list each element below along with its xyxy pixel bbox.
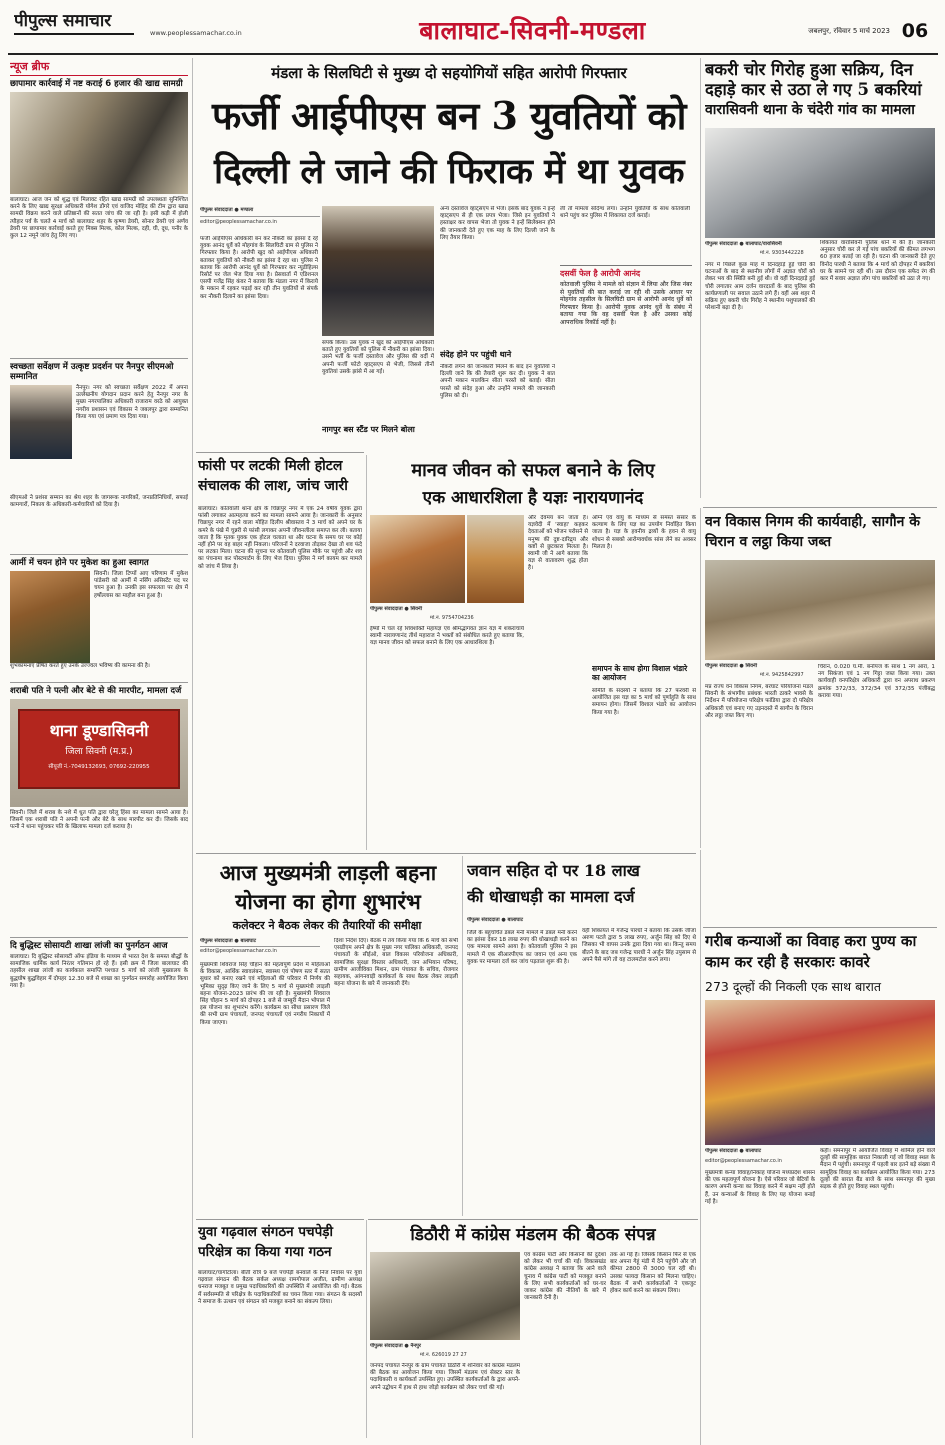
story3-caption: शुभकामनाएं प्रेषित करते हुए उनके उज्ज्वल भविष्य की कामना की है। — [10, 663, 150, 669]
story2-headline[interactable]: स्वच्छता सर्वेक्षण में उत्कृष्ट प्रदर्शन पर नैनपुर सीएमओ सम्मानित — [10, 362, 174, 382]
page-number: 06 — [901, 20, 929, 42]
fraud-headline[interactable] — [467, 858, 697, 914]
lead-col3b: नौकरी लगने की जानकारी मिलने के बाद इन युवतियों ने दिल्ली जाने कि की तैयारी शुरू कर दी। युवक ने बात अपनी मकान मालकिन सीता परस्ते को बताई। सीता परस्ते को संदेह हुआ और उन्होंने मामले की जानकारी पुलिस को दी। — [440, 364, 555, 399]
story3-body: सिवनी। जिला टिप्पों आए परिणाम में मुकेश पांडेसरी को आर्मी में नर्सिंग असिस्टेंट पद पर चयन हुआ है। उनकी इस सफलता पर क्षेत्र में हर्षोल्लास का माहौल बना हुआ है। — [94, 571, 188, 599]
fraud-col2: वही शिकायत में गजेन्द्र पारधी ने बताया कि उसके जीजा अरुण पटले द्वारा 5 लाख रुपए, अर्जुन सिंह को दिए थे जिसका भी वापस उनके द्वारा दिया गया था। किन्तु समय बीतने के बाद जब गजेन्द्र पारधी ने अर्जुन सिंह उपुसाम से अपने पैसे मांगे तो वह टालमटोल करने लगा। — [582, 928, 696, 963]
cm-col1: मुख्यमंत्री शिवराज सिंह चौहान की महत्वपूर्ण प्रदेश में महिलाओं के विकास, आर्थिक स्वावलंबन, स्वास्थ्य एवं पोषण स्तर में सतत सुधार को बनाए रखने एवं महिलाओं की परिवार में निर्णय की भूमिका सुदृढ़ किए जाने के लिए 5 मार्च से मुख्यमंत्री लाड़ली बहना योजना-2023 प्रारंभ की जा रही है। मुख्यमंत्री शिवराज सिंह चौहान 5 मार्च को दोपहर 1 बजे से जम्बूरी मैदान भोपाल में इस योजना का शुभारंभ करेंगे। कार्यक्रम का सीधा प्रसारण जिले की सभी ग्राम पंचायतों, जनपद पंचायतों एवं नगरीय निकायों में किया जाएगा। — [200, 962, 330, 1026]
wedding-photo — [705, 1000, 935, 1145]
lead-kicker[interactable]: मंडला के सिलघिटी से मुख्य दो सहयोगियों सहित आरोपी गिरफ्तार — [271, 64, 627, 82]
cm-headline-line2: योजना का होगा शुभारंभ — [235, 889, 421, 914]
cm-subhead: कलेक्टर ने बैठक लेकर की तैयारियों की समीक्षा — [232, 919, 422, 932]
lead-headline-line2[interactable]: दिल्ली ले जाने की फिराक में था युवक — [214, 151, 684, 192]
goat-headline[interactable]: बकरी चोर गिरोह हुआ सक्रिय, दिन दहाड़े कार से उठा ले गए 5 बकरियां — [705, 60, 922, 99]
congress-col3: तक आ गई है। जिसके किसान फिर से एक बार अपना गेहूं मंडी में देने पहुंचेंगे और जो कीमत 2800 से 3000 चल रही थी। उसका फायदा किसान को मिलना चाहिए। बैठक में सभी कार्यकर्ताओं ने एकजुट होकर कार्य करने का संकल्प लिया। — [610, 1252, 696, 1295]
cm-byline — [200, 938, 320, 958]
yagya-col2b: समिति के सदस्यों ने बताया कि 27 फरवरी से आयोजित इस यज्ञ का 5 मार्च को पूर्णाहुति के साथ समापन होगा। जिसमें विशाल भंडारे का आयोजन किया गया है। — [592, 688, 696, 716]
forest-headline[interactable]: वन विकास निगम की कार्यवाही, सागौन के चिरान व लट्ठा किया जब्त — [705, 514, 921, 550]
marriage-subhead: 273 दूल्हों की निकली एक साथ बारात — [705, 979, 881, 994]
story2-body: नैनपुर। नगर को स्वच्छता सर्वेक्षण 2022 में अपना उल्लेखनीय योगदान प्रदान करने हेतु नैनपुर नगर के मुख्य नगरपालिका अधिकारी राजाराम वरठे को आयुक्त नगरीय प्रशासन एवं विकास ने जबलपुर द्वारा सम्मानित किया गया एवं प्रमाण पत्र दिया गया। — [76, 385, 188, 420]
lead-col2: संपर्क किया। उस युवक ने खुद को आईपीएस अधिकारी बताते हुए युवतियों को पुलिस में नौकरी का झांसा दिया। उसने भर्ती के फर्जी दस्तावेज और पुलिस की वर्दी में अपनी फर्जी फोटो व्हाट्सएप से भेजी, जिससे तीनों युवतियां उसके झांसे में आ गईं। — [322, 340, 434, 375]
masthead-rule — [8, 53, 938, 55]
cm-headline-line1: आज मुख्यमंत्री लाड़ली बहना — [219, 860, 437, 885]
logo-text: पीपुल्स समाचार — [14, 11, 112, 31]
cm-byline-text: पीपुल्स संवाददाता ● बालाघाट — [200, 938, 257, 944]
forest-byline: पीपुल्स संवाददाता ● सिवनी — [705, 663, 757, 669]
lead-byline-text: पीपुल्स संवाददाता ● मण्डला — [200, 207, 254, 213]
lead-sidebox-head: दसवीं फेल है आरोपी आनंद — [560, 269, 641, 278]
lead-col4: ली तो मामला संदिग्ध लगा। उन्होंने युवतियों के साथ कोतवाली थाने पहुंच कर पुलिस में शिकायत दर्ज कराई। — [560, 206, 690, 220]
website-url[interactable]: www.peoplessamachar.co.in — [150, 29, 242, 37]
lead-subhead-2: संदेह होने पर पहुंची थाने — [440, 350, 512, 359]
yagya-byline: पीपुल्स संवाददाता ● सिवनी — [370, 606, 422, 612]
story2-body2: सीएमओ ने प्रशंसा सम्मान का श्रेय शहर के जागरूक नागरिकों, जनप्रतिनिधियों, सफाई कामगारों, निकाय के अधिकारी-कर्मचारियों को दिया है। — [10, 495, 188, 509]
lead-col1: फर्जी आईपीएस अधिकारी बन कर नौकरी का झांसा दे रहे युवक आनंद धुर्वे को मोहगांव के सिलघिटी ग्राम से पुलिस ने गिरफ्तार किया है। आरोपी खुद को आईपीएस अधिकारी बताकर युवतियों को नौकरी का झांसा दे रहा था। पुलिस ने बताया कि आरोपी आनंद धुर्वे को गिरफ्तार कर न्यूडीहिल्स रिसोर्ट पर जेल भेज दिया गया है। प्रेसवार्ता में एडिशनल एसपी गजेंद्र सिंह कंवर ने बताया कि मंडला नगर में किराये के मकान में रहकर पढ़ाई कर रही तीन युवतियों से संपर्क कर नौकरी दिलाने का झांसा दिया। — [200, 236, 318, 300]
yagya-headline-line1[interactable]: मानव जीवन को सफल बनाने के लिए — [411, 460, 655, 481]
marriage-email[interactable]: editor@peoplessamachar.co.in — [705, 1158, 782, 1164]
accused-photo — [322, 206, 434, 336]
marriage-headline[interactable]: गरीब कन्याओं का विवाह करा पुण्य का काम कर रही है सरकारः कावरे — [705, 932, 917, 971]
logo-rule — [14, 33, 134, 35]
fraud-headline-line1: जवान सहित दो पर 18 लाख — [467, 861, 640, 880]
fraud-col1: जिले के बहुचर्चित डबल मनी मामले में डबल मनी करने का झांसा देकर 18 लाख रुपए की धोखाधड़ी करने का एक मामला सामने आया है। कोतवाली पुलिस ने इस मामले में एक सीआरपीएफ का जवान एवं अन्य एक युवक पर मामला दर्ज कर जांच पड़ताल शुरू की है। — [467, 930, 577, 965]
forest-mobile: मो.नं. 9425842997 — [760, 672, 804, 678]
yagya-col1b: ईर्ष्या में चल रहे शिवशक्ति महायज्ञ एवं श्रीमद्भागवत ज्ञान यज्ञ में शंकराचार्य स्वामी नारायणानंद तीर्थ महाराज ने भक्तों को संबोधित करते हुए बताया कि, यज्ञ मानव जीवन को सफल बनाने के लिए एक आधारशिला है। — [370, 626, 524, 647]
story4-body: सिवनी। जिले में शराब के नशे में धुत पति द्वारा घरेलू हिंसा का मामला सामने आया है। जिसमें एक शराबी पति ने अपनी पत्नी और बेटे के साथ मारपीट कर दी। जिसके बाद पत्नी ने थाना पहुंचकर पति के खिलाफ मामला दर्ज कराया है। — [10, 810, 188, 831]
lead-col3: अन्य दस्तावेज व्हाट्सएप से भेजे। इसके बाद युवक ने इन्हें व्हाट्सएप से ही एक प्रपत्र भेजा। जिसे इन युवतियों ने हस्ताक्षर कर वापस भेजा तो युवक ने इन्हें सिलेक्शन होने की जानकारी देते हुए एक माह के लिए दिल्ली जाने के लिए तैयार किया। — [440, 206, 555, 241]
car-cctv-photo — [705, 128, 935, 238]
lead-headline-line1[interactable]: फर्जी आईपीएस बन 3 युवतियों को — [212, 93, 686, 138]
police-sign-main: थाना डूण्डासिवनी — [49, 721, 149, 740]
fraud-headline-line2: की धोखाधड़ी का मामला दर्ज — [467, 887, 635, 906]
police-station-photo — [10, 699, 188, 807]
news-brief-column — [10, 59, 188, 1439]
goat-col2: शिकायत वारासिवनी पुलिस थाने में की है। जानकारी अनुसार चोरी कर ले गई पांच बकरियों की कीमत लगभग 60 हजार बताई जा रही है। घटना की जानकारी देते हुए विनोद पारधी ने बताया कि 4 मार्च को दोपहर में बकरियां घर के सामने चर रही थीं। उस दौरान एक सफेद रंग की कार में सवार अज्ञात लोग पांच बकरियों को उठा ले गए। — [820, 240, 935, 283]
police-sign-numbers: सीयूजी नं.-7049132693, 07692-220955 — [48, 764, 150, 770]
yuva-body: बालाघाट/चांगोटोला। बीती रात्रि 9 बजे पचपेड़ी बनवाले के निज निवास पर युवा गढ़वाल संगठन की बैठक सर्कल अध्यक्ष रामगोपाल अजीत, ग्रामीण अध्यक्ष धनराज मजबूत व प्रमुख पदाधिकारियों की उपस्थिति में आयोजित की गई। बैठक में सर्वसम्मति से परिक्षेत्र के पदाधिकारियों का चयन किया गया। संगठन के सदस्यों ने समाज के उत्थान एवं संगठन को मजबूत बनाने का संकल्प लिया। — [198, 1270, 362, 1305]
marriage-col1: मुख्यमंत्री कन्या विवाह/निकाह योजना मध्यप्रदेश शासन की एक महत्वपूर्ण योजना है। ऐसे परिवार जो बेटियों के कारण अपनी कन्या का विवाह करने में सक्षम नहीं होते हैं, उन कन्याओं के विवाह के लिए यह योजना बनाई गई है। — [705, 1170, 815, 1205]
goat-byline: पीपुल्स संवाददाता ● बालाघाट/वारासिवनी — [705, 241, 782, 247]
police-sign-sub: जिला सिवनी (म.प्र.) — [65, 747, 133, 757]
yagya-col1: और देवमय बन जाता है। यज्ञवेदी में 'स्वाहा' कहकर देवताओं को भोजन परोसने से मनुष्य की दुष्ट-दारिद्र्य और कष्टों से छुटकारा मिलता है। स्वामी जी ने आगे बताया कि यज्ञ से वातावरण शुद्ध होता है। — [528, 515, 588, 572]
congress-headline[interactable]: डिठौरी में कांग्रेस मंडलम की बैठक संपन्न — [410, 1225, 656, 1245]
forest-col1: मप्र राज्य वन विकास निगम, बरघाट परियोजना मंडल सिवनी के संभागीय प्रबंधक भारती ठाकरे भावसे के निर्देशन में परियोजना परिक्षेत्र फांडिया द्वारा दो परिक्षेत्र अधिकारी एवं बनाए गए उड़नदस्ते में सागौन के चिरान और लट्ठा जब्त किए गए। — [705, 684, 813, 719]
story3-headline[interactable]: आर्मी में चयन होने पर मुकेश का हुआ स्वागत — [10, 558, 149, 568]
lead-photo-subhead: नागपुर बस स्टैंड पर मिलने बोला — [322, 425, 415, 434]
lead-byline — [200, 207, 320, 231]
swami-portrait-photo — [467, 515, 524, 603]
marriage-col2: कही। समनापुर में आयोजित विवाह में शामिल होने वाले दूल्हों की सामूहिक बारात निकाली गई जो विवाह स्थल के मैदान में पहुंची। समनापुर में पहली बार इतने बड़े संख्या में सामूहिक विवाह का कार्यक्रम आयोजित किया गया। 273 दूल्हों की बारात बैंड बाजे के साथ समनापुर की मुख्य सड़क से होते हुए विवाह स्थल पहुंची। — [820, 1148, 935, 1191]
hotel-body: बालाघाट। कोतवाली थाना क्षेत्र के चिन्नापुर नगर में एक 24 वर्षीय युवक द्वारा फांसी लगाकर आत्महत्या करने का मामला सामने आया है। जानकारी के अनुसार चिन्नापुर नगर में रहने वाला मोहित दिलीप श्रीवास्तव ने 3 मार्च को अपने घर के कमरे के पंखे में चुन्नरी से फांसी लगाकर अपनी जीवनलीला समाप्त कर ली। बताया जाता है कि मृतक युवक एक होटल चलाता था और घटना के समय घर पर कोई नहीं होने पर वह बाहर नहीं निकला। परिजनों ने दरवाजा तोड़कर देखा तो शव फंदे पर लटका मिला। घटना की सूचना पर कोतवाली पुलिस मौके पर पहुंची और शव का पंचनामा कर पोस्टमार्टम के लिए भेज दिया। पुलिस ने मर्ग कायम कर मामले को जांच में लिया है। — [198, 506, 362, 570]
lead-email[interactable]: editor@peoplessamachar.co.in — [200, 216, 320, 225]
goat-subhead: वारासिवनी थाना के चंदेरी गांव का मामला — [705, 102, 915, 118]
goat-col1: नगर में पिछले कुछ माह में दिनदहाड़े हुई चोरी की घटनाओं के बाद से स्थानीय लोगों में अज्ञात चोरों को लेकर भय की स्थिति बनी हुई थी। वो वहीं दिनदहाड़े हुई चोरी लगातार आम दर्जन वारदातों के बाद पुलिस की कार्यप्रणाली पर सवाल उठाने लगे हैं। वहीं अब शहर में सक्रिय हुए बकरी चोर गिरोह ने स्थानीय पशुपालकों की परेशानी बढ़ा दी है। — [705, 262, 815, 312]
story4-headline[interactable]: शराबी पति ने पत्नी और बेटे से की मारपीट, मामला दर्ज — [10, 686, 182, 696]
cmo-photo — [10, 385, 72, 459]
goat-mobile: मो.नं. 9303442228 — [760, 250, 804, 256]
dateline: जबलपुर, रविवार 5 मार्च 2023 — [808, 27, 890, 35]
fraud-byline: पीपुल्स संवाददाता ● बालाघाट — [467, 917, 524, 923]
swami-crowd-photo — [370, 515, 465, 603]
congress-col2: एवं कांग्रेस पार्टी और किसानों की दुर्दशा को लेकर भी चर्चा की गई। विकासखंड कांग्रेस अध्यक्ष ने बताया कि आने वाले चुनाव में कांग्रेस पार्टी को मजबूत बनाने के लिए सभी कार्यकर्ताओं को घर-घर जाकर कांग्रेस की नीतियों के बारे में जानकारी देनी है। — [524, 1252, 606, 1302]
congress-meeting-photo — [370, 1252, 520, 1340]
timber-photo — [705, 560, 935, 660]
army-photo — [10, 571, 90, 663]
hotel-headline[interactable]: फांसी पर लटकी मिली होटल संचालक की लाश, जांच जारी — [198, 458, 348, 494]
story1-body: बालाघाट। आज जन को शुद्ध एवं मिलावट रहित खाद्य सामग्री को उपलब्धता सुनिश्चित करने के लिए खाद्य सुरक्षा अधिकारी योगेश डोंगरे एवं वाजिद मोहिद की टीम द्वारा खाद्य सामग्री विक्रय करने वाले प्रतिष्ठानों की सतत जांच की जा रही है। इसी कड़ी में होली त्यौहार पर्व के चलते 4 मार्च को बालाघाट शहर के कृष्णा डेयरी, सोनार डेयरी एवं अर्णव डेयरी पर छापामार कार्रवाई करते हुए मिक्स मिल्क, कोल मिल्क, दही, घी, दूध, पनीर के कुल 12 नमूने जांच हेतु लिए गए। — [10, 197, 188, 240]
lead-sidebox-body: कोतवाली पुलिस ने मामले को संज्ञान में लिया और जिस नंबर से युवतियों की बात कराई जा रही थी उसके आधार पर मोहगांव तहसील के सिलघिटी ग्राम से आरोपी आनंद धुर्वे को गिरफ्तार किया है। आरोपी युवक आनंद धुर्वे के संबंध में बताया गया कि वह दसवीं फेल है और उसका कोई आपराधिक रिकॉर्ड नहीं है। — [560, 281, 692, 326]
story1-headline[interactable]: छापामार कार्रवाई में नष्ट कराई 6 हजार की खाद्य सामग्री — [10, 79, 183, 89]
masthead-logo[interactable] — [14, 10, 144, 50]
news-brief-label: न्यूज ब्रीफ — [10, 59, 188, 76]
story5-body: बालाघाट। दि बुद्धिस्ट सोसायटी ऑफ इंडिया के माध्यम से भारत देश के समस्त बौद्धों के सामाजिक धार्मिक कार्य निरंतर गतिमान हो रहे हैं। इसी क्रम में जिला बालाघाट की तहसील शाखा लांजी का कार्यकाल समाप्ति पश्चात 5 मार्च को लांजी मुख्यालय के बुद्धघोष बुद्धविहार में दोपहर 12.30 बजे से शाखा का पुनर्गठन समारोह आयोजित किया गया है। — [10, 954, 188, 989]
cm-email[interactable]: editor@peoplessamachar.co.in — [200, 946, 320, 954]
lead-sidebox — [560, 265, 692, 475]
congress-byline: पीपुल्स संवाददाता ● नैनपुर — [370, 1343, 421, 1349]
yagya-subhead: समापन के साथ होगा विशाल भंडारे का आयोजन — [592, 664, 688, 682]
marriage-byline: पीपुल्स संवाददाता ● बालाघाट — [705, 1148, 762, 1154]
story1-photo — [10, 92, 188, 194]
section-title: बालाघाट-सिवनी-मण्डला — [419, 16, 646, 45]
story5-headline[interactable]: दि बुद्धिस्ट सोसायटी शाखा लांजी का पुनर्गठन आज — [10, 941, 168, 951]
congress-col1: जनपद पंचायत नैनपुर के ग्राम पंचायत डिठौरी में शनिवार को कांग्रेस मंडलम की बैठक का आयोजन किया गया। जिसमें मंडलम एवं सेक्टर स्तर के पदाधिकारी व कार्यकर्ता उपस्थित हुए। उपस्थित कार्यकर्ताओं के द्वारा अपने-अपने उद्बोधन में हाथ से हाथ जोड़ो कार्यक्रम को लेकर चर्चा की गई। — [370, 1363, 520, 1391]
cm-col2: दिशा निर्देश दिए। बैठक में तय किया गया कि 6 मार्च को सभी एसडीएम अपने क्षेत्र के मुख्य नगर पालिका अधिकारी, जनपद पंचायतों के सीईओ, बाल विकास परियोजना अधिकारी, सामाजिक सुरक्षा विस्तार अधिकारी, जन अभियान परिषद, ग्रामीण आजीविका मिशन, ग्राम पंचायत के सचिव, रोजगार सहायक, आंगनवाड़ी कार्यकर्ता के साथ बैठक लेकर लाड़ली बहना योजना के बारे में जानकारी देंगे। — [334, 938, 458, 988]
yagya-headline-line2[interactable]: एक आधारशिला है यज्ञः नारायणानंद — [422, 488, 644, 508]
cm-headline[interactable] — [198, 858, 458, 916]
police-sign — [18, 709, 180, 789]
yuva-headline[interactable] — [198, 1222, 363, 1266]
forest-col2: चिरान, 0.020 घ.मी. बनोपज के साथ 1 नग आरा, 1 नग सिकंजा एवं 1 नग गिट्टा जब्त किया गया। उक्त कार्यवाही वनपरिक्षेत्र अधिकारी द्वारा वन अपराध प्रकरण क्रमांक 372/33, 372/34 एवं 372/35 पंजीबद्ध कराया गया। — [818, 664, 935, 699]
yagya-mobile: मो.नं. 9754704236 — [430, 615, 474, 621]
yuva-headline-line1: युवा गढ़वाल संगठन पचपेड़ी — [198, 1224, 333, 1240]
yuva-headline-line2: परिक्षेत्र का किया गया गठन — [198, 1244, 332, 1260]
yagya-col2: अग्नि एवं वायु के माध्यम से समस्त संसार के कल्याण के लिए यज्ञ का उपयोग निर्वाहित किया जाता है। यज्ञ के हवनीय द्रव्यों के हवन से वायु शोधन से सबको आरोग्यवर्धक सांस लेने का अवसर मिलता है। — [592, 515, 696, 550]
congress-mobile: मो.नं. 626019 27 27 — [420, 1352, 467, 1358]
